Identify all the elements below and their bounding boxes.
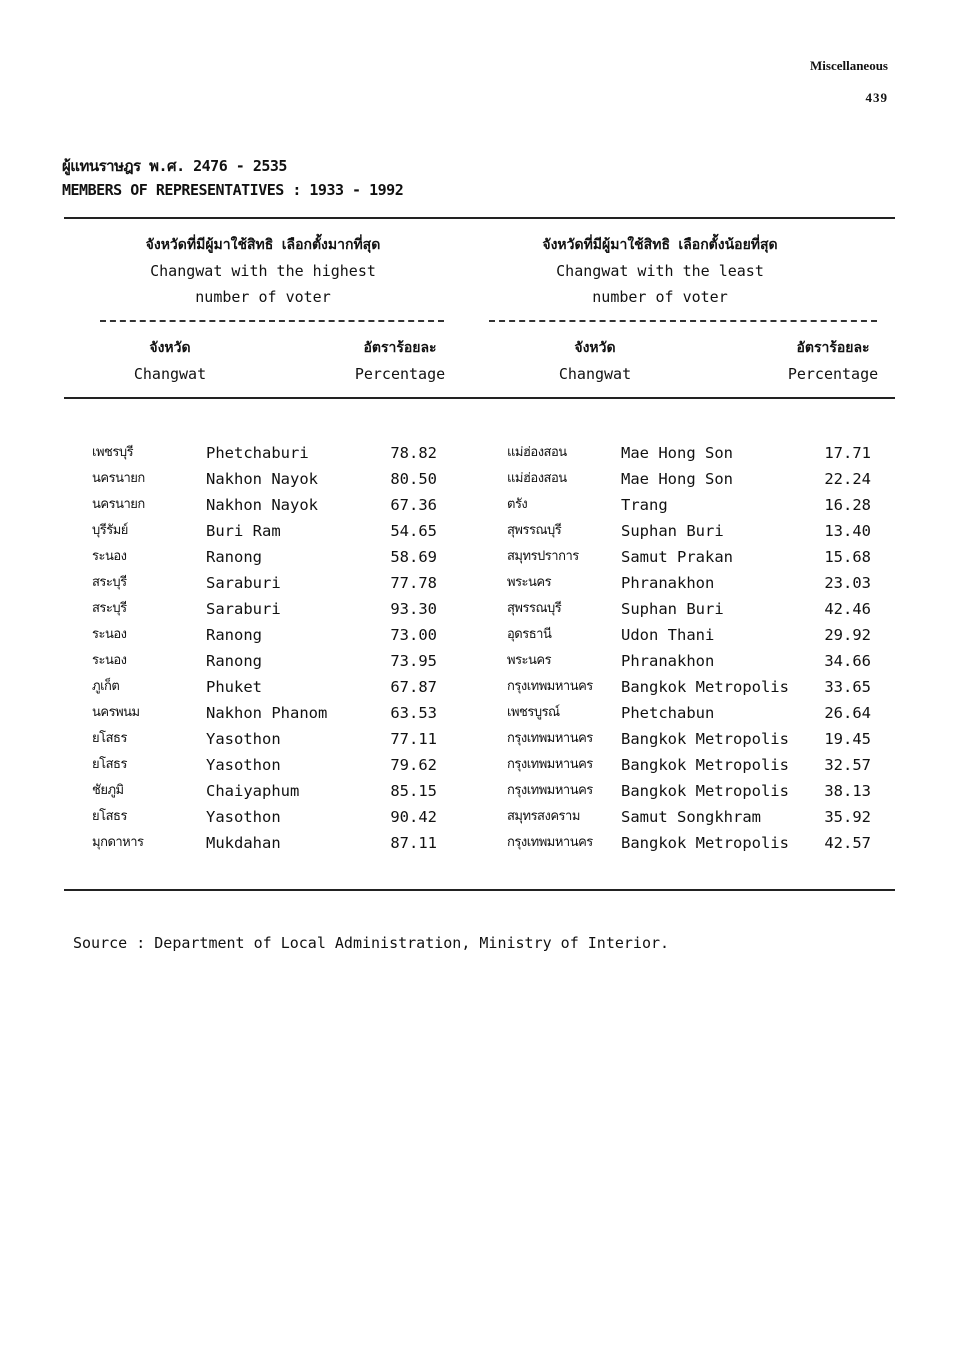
least-changwat-thai: สมุทรปราการ bbox=[507, 549, 579, 564]
least-changwat-thai: สุพรรณบุรี bbox=[507, 523, 562, 538]
highest-percentage: 63.53 bbox=[390, 704, 437, 722]
highest-percentage: 80.50 bbox=[390, 470, 437, 488]
left-col-pct-header bbox=[345, 335, 455, 387]
table-row bbox=[0, 570, 966, 596]
right-col-pct-thai: อัตราร้อยละ bbox=[796, 340, 870, 356]
right-group-heading bbox=[495, 232, 825, 310]
left-group-heading-en-2: number of voter bbox=[195, 288, 331, 306]
least-changwat-thai: กรุงเทพมหานคร bbox=[507, 757, 593, 772]
highest-changwat-en: Nakhon Nayok bbox=[206, 496, 318, 514]
right-col-pct-en: Percentage bbox=[787, 365, 879, 383]
least-percentage: 42.46 bbox=[824, 600, 871, 618]
left-col-pct-thai: อัตราร้อยละ bbox=[363, 340, 437, 356]
highest-changwat-en: Ranong bbox=[206, 626, 262, 644]
least-changwat-en: Bangkok Metropolis bbox=[621, 730, 789, 748]
highest-percentage: 73.95 bbox=[390, 652, 437, 670]
highest-changwat-en: Phuket bbox=[206, 678, 262, 696]
least-percentage: 26.64 bbox=[824, 704, 871, 722]
least-changwat-en: Phranakhon bbox=[621, 652, 715, 670]
least-changwat-thai: อุดรธานี bbox=[507, 627, 552, 642]
least-changwat-en: Bangkok Metropolis bbox=[621, 834, 789, 852]
highest-changwat-thai: ภูเก็ต bbox=[92, 679, 120, 694]
least-changwat-en: Trang bbox=[621, 496, 668, 514]
highest-changwat-thai: สระบุรี bbox=[92, 601, 127, 616]
highest-percentage: 67.87 bbox=[390, 678, 437, 696]
least-percentage: 16.28 bbox=[824, 496, 871, 514]
right-group-heading-thai: จังหวัดที่มีผู้มาใช้สิทธิ เลือกตั้งน้อยที่สุด bbox=[542, 237, 778, 253]
highest-percentage: 77.78 bbox=[390, 574, 437, 592]
least-changwat-en: Bangkok Metropolis bbox=[621, 756, 789, 774]
highest-changwat-thai: ระนอง bbox=[92, 549, 127, 564]
highest-percentage: 79.62 bbox=[390, 756, 437, 774]
left-col-changwat-en: Changwat bbox=[133, 365, 207, 383]
highest-changwat-en: Buri Ram bbox=[206, 522, 281, 540]
least-changwat-thai: แม่ฮ่องสอน bbox=[507, 445, 567, 460]
least-changwat-thai: กรุงเทพมหานคร bbox=[507, 679, 593, 694]
least-changwat-thai: เพชรบูรณ์ bbox=[507, 705, 560, 720]
left-col-changwat-thai: จังหวัด bbox=[149, 340, 191, 356]
highest-changwat-thai: เพชรบุรี bbox=[92, 445, 134, 460]
table-title-thai: ผู้แทนราษฎร พ.ศ. 2476 - 2535 bbox=[62, 157, 287, 175]
table-row bbox=[0, 648, 966, 674]
highest-changwat-en: Saraburi bbox=[206, 600, 281, 618]
right-group-divider bbox=[489, 320, 877, 322]
table-row bbox=[0, 830, 966, 856]
least-changwat-thai: พระนคร bbox=[507, 653, 552, 668]
highest-changwat-en: Nakhon Phanom bbox=[206, 704, 328, 722]
least-changwat-en: Suphan Buri bbox=[621, 600, 724, 618]
least-changwat-thai: พระนคร bbox=[507, 575, 552, 590]
highest-percentage: 77.11 bbox=[390, 730, 437, 748]
table-body bbox=[0, 440, 966, 856]
highest-changwat-en: Ranong bbox=[206, 652, 262, 670]
highest-changwat-en: Chaiyaphum bbox=[206, 782, 300, 800]
right-col-changwat-thai: จังหวัด bbox=[574, 340, 616, 356]
table-row bbox=[0, 492, 966, 518]
least-percentage: 38.13 bbox=[824, 782, 871, 800]
least-percentage: 23.03 bbox=[824, 574, 871, 592]
least-changwat-en: Suphan Buri bbox=[621, 522, 724, 540]
right-group-heading-en-2: number of voter bbox=[592, 288, 728, 306]
right-col-changwat-en: Changwat bbox=[558, 365, 632, 383]
right-group-heading-en-1: Changwat with the least bbox=[556, 262, 764, 280]
table-row bbox=[0, 466, 966, 492]
least-percentage: 15.68 bbox=[824, 548, 871, 566]
table-row bbox=[0, 622, 966, 648]
least-percentage: 17.71 bbox=[824, 444, 871, 462]
highest-changwat-en: Ranong bbox=[206, 548, 262, 566]
table-row bbox=[0, 778, 966, 804]
bottom-rule bbox=[64, 889, 895, 891]
table-row bbox=[0, 544, 966, 570]
table-row bbox=[0, 518, 966, 544]
highest-changwat-thai: นครพนม bbox=[92, 705, 140, 720]
least-changwat-en: Mae Hong Son bbox=[621, 470, 733, 488]
highest-percentage: 90.42 bbox=[390, 808, 437, 826]
highest-percentage: 93.30 bbox=[390, 600, 437, 618]
table-row bbox=[0, 440, 966, 466]
header-bottom-rule bbox=[64, 397, 895, 399]
highest-percentage: 58.69 bbox=[390, 548, 437, 566]
table-row bbox=[0, 726, 966, 752]
highest-changwat-en: Phetchaburi bbox=[206, 444, 309, 462]
highest-percentage: 54.65 bbox=[390, 522, 437, 540]
highest-percentage: 87.11 bbox=[390, 834, 437, 852]
highest-percentage: 78.82 bbox=[390, 444, 437, 462]
least-changwat-thai: สมุทรสงคราม bbox=[507, 809, 580, 824]
right-col-changwat-header bbox=[545, 335, 645, 387]
highest-percentage: 73.00 bbox=[390, 626, 437, 644]
least-changwat-thai: สุพรรณบุรี bbox=[507, 601, 562, 616]
left-col-pct-en: Percentage bbox=[354, 365, 446, 383]
least-changwat-thai: แม่ฮ่องสอน bbox=[507, 471, 567, 486]
left-group-heading bbox=[98, 232, 428, 310]
least-changwat-en: Phetchabun bbox=[621, 704, 715, 722]
highest-changwat-thai: มุกดาหาร bbox=[92, 835, 144, 850]
least-changwat-en: Bangkok Metropolis bbox=[621, 678, 789, 696]
highest-changwat-en: Yasothon bbox=[206, 730, 281, 748]
highest-changwat-thai: ระนอง bbox=[92, 653, 127, 668]
least-percentage: 13.40 bbox=[824, 522, 871, 540]
top-rule bbox=[64, 217, 895, 219]
least-changwat-en: Samut Prakan bbox=[621, 548, 733, 566]
left-group-heading-thai: จังหวัดที่มีผู้มาใช้สิทธิ เลือกตั้งมากที่สุด bbox=[145, 237, 381, 253]
left-group-heading-en-1: Changwat with the highest bbox=[150, 262, 376, 280]
least-percentage: 29.92 bbox=[824, 626, 871, 644]
least-changwat-en: Udon Thani bbox=[621, 626, 715, 644]
least-changwat-en: Samut Songkhram bbox=[621, 808, 761, 826]
least-changwat-en: Bangkok Metropolis bbox=[621, 782, 789, 800]
highest-changwat-en: Yasothon bbox=[206, 756, 281, 774]
least-percentage: 34.66 bbox=[824, 652, 871, 670]
left-group-divider bbox=[100, 320, 444, 322]
least-changwat-thai: กรุงเทพมหานคร bbox=[507, 783, 593, 798]
least-changwat-thai: ตรัง bbox=[507, 497, 528, 512]
highest-percentage: 67.36 bbox=[390, 496, 437, 514]
least-percentage: 33.65 bbox=[824, 678, 871, 696]
table-row bbox=[0, 804, 966, 830]
least-changwat-en: Phranakhon bbox=[621, 574, 715, 592]
least-changwat-thai: กรุงเทพมหานคร bbox=[507, 835, 593, 850]
highest-percentage: 85.15 bbox=[390, 782, 437, 800]
table-row bbox=[0, 752, 966, 778]
least-changwat-thai: กรุงเทพมหานคร bbox=[507, 731, 593, 746]
highest-changwat-thai: ยโสธร bbox=[92, 809, 127, 824]
highest-changwat-thai: ยโสธร bbox=[92, 731, 127, 746]
source-note: Source : Department of Local Administration, Ministry of Interior. bbox=[73, 934, 670, 952]
least-percentage: 19.45 bbox=[824, 730, 871, 748]
highest-changwat-thai: ชัยภูมิ bbox=[92, 783, 124, 798]
highest-changwat-thai: ยโสธร bbox=[92, 757, 127, 772]
highest-changwat-en: Yasothon bbox=[206, 808, 281, 826]
least-percentage: 22.24 bbox=[824, 470, 871, 488]
highest-changwat-thai: ระนอง bbox=[92, 627, 127, 642]
section-label: Miscellaneous bbox=[810, 58, 888, 73]
right-col-pct-header bbox=[778, 335, 888, 387]
highest-changwat-thai: บุรีรัมย์ bbox=[92, 523, 128, 538]
highest-changwat-thai: นครนายก bbox=[92, 471, 145, 486]
table-row bbox=[0, 700, 966, 726]
page-number: 439 bbox=[865, 90, 888, 105]
least-percentage: 35.92 bbox=[824, 808, 871, 826]
least-percentage: 42.57 bbox=[824, 834, 871, 852]
least-percentage: 32.57 bbox=[824, 756, 871, 774]
highest-changwat-en: Mukdahan bbox=[206, 834, 281, 852]
least-changwat-en: Mae Hong Son bbox=[621, 444, 733, 462]
highest-changwat-thai: สระบุรี bbox=[92, 575, 127, 590]
highest-changwat-en: Saraburi bbox=[206, 574, 281, 592]
table-row bbox=[0, 596, 966, 622]
highest-changwat-en: Nakhon Nayok bbox=[206, 470, 318, 488]
left-col-changwat-header bbox=[120, 335, 220, 387]
table-title-english: MEMBERS OF REPRESENTATIVES : 1933 - 1992 bbox=[62, 181, 404, 199]
table-row bbox=[0, 674, 966, 700]
highest-changwat-thai: นครนายก bbox=[92, 497, 145, 512]
